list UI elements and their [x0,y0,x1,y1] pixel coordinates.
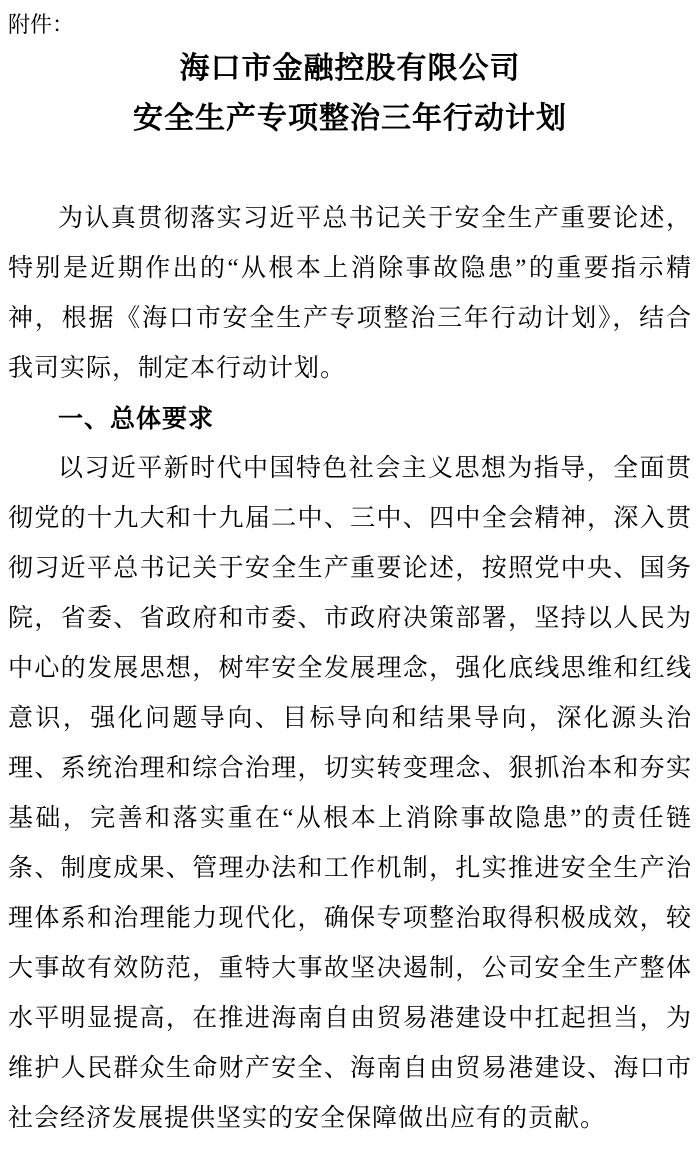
document-title [8,44,692,144]
section-heading-overall-requirements: 一、总体要求 [58,405,215,433]
document-title-line-2: 安全生产专项整治三年行动计划 [133,102,567,135]
section-body-overall-requirements: 以习近平新时代中国特色社会主义思想为指导，全面贯彻党的十九大和十九届二中、三中、四中全会精神，深入贯彻习近平总书记关于安全生产重要论述，按照党中央、国务院，省委、省政府和市委、市政府决策部署，坚持以人民为中心的发展思想，树牢安全发展理念，强化底线思维和红线意识，强化问题导向、目标导向和结果导向，深化源头治理、系统治理和综合治理，切实转变理念、狠抓治本和夯实基础，完善和落实重在“从根本上消除事故隐患”的责任链条、制度成果、管理办法和工作机制，扎实推进安全生产治理体系和治理能力现代化，确保专项整治取得积极成效，较大事故有效防范，重特大事故坚决遏制，公司安全生产整体水平明显提高，在推进海南自由贸易港建设中扛起担当，为维护人民群众生命财产安全、海南自由贸易港建设、海口市社会经济发展提供坚实的安全保障做出应有的贡献。 [8,455,692,1132]
document-body [8,194,692,1144]
document-title-line-1: 海口市金融控股有限公司 [179,52,521,85]
intro-paragraph: 为认真贯彻落实习近平总书记关于安全生产重要论述，特别是近期作出的“从根本上消除事故隐患”的重要指示精神，根据《海口市安全生产专项整治三年行动计划》，结合我司实际，制定本行动计划。 [8,205,692,382]
attachment-label: 附件： [8,12,75,37]
